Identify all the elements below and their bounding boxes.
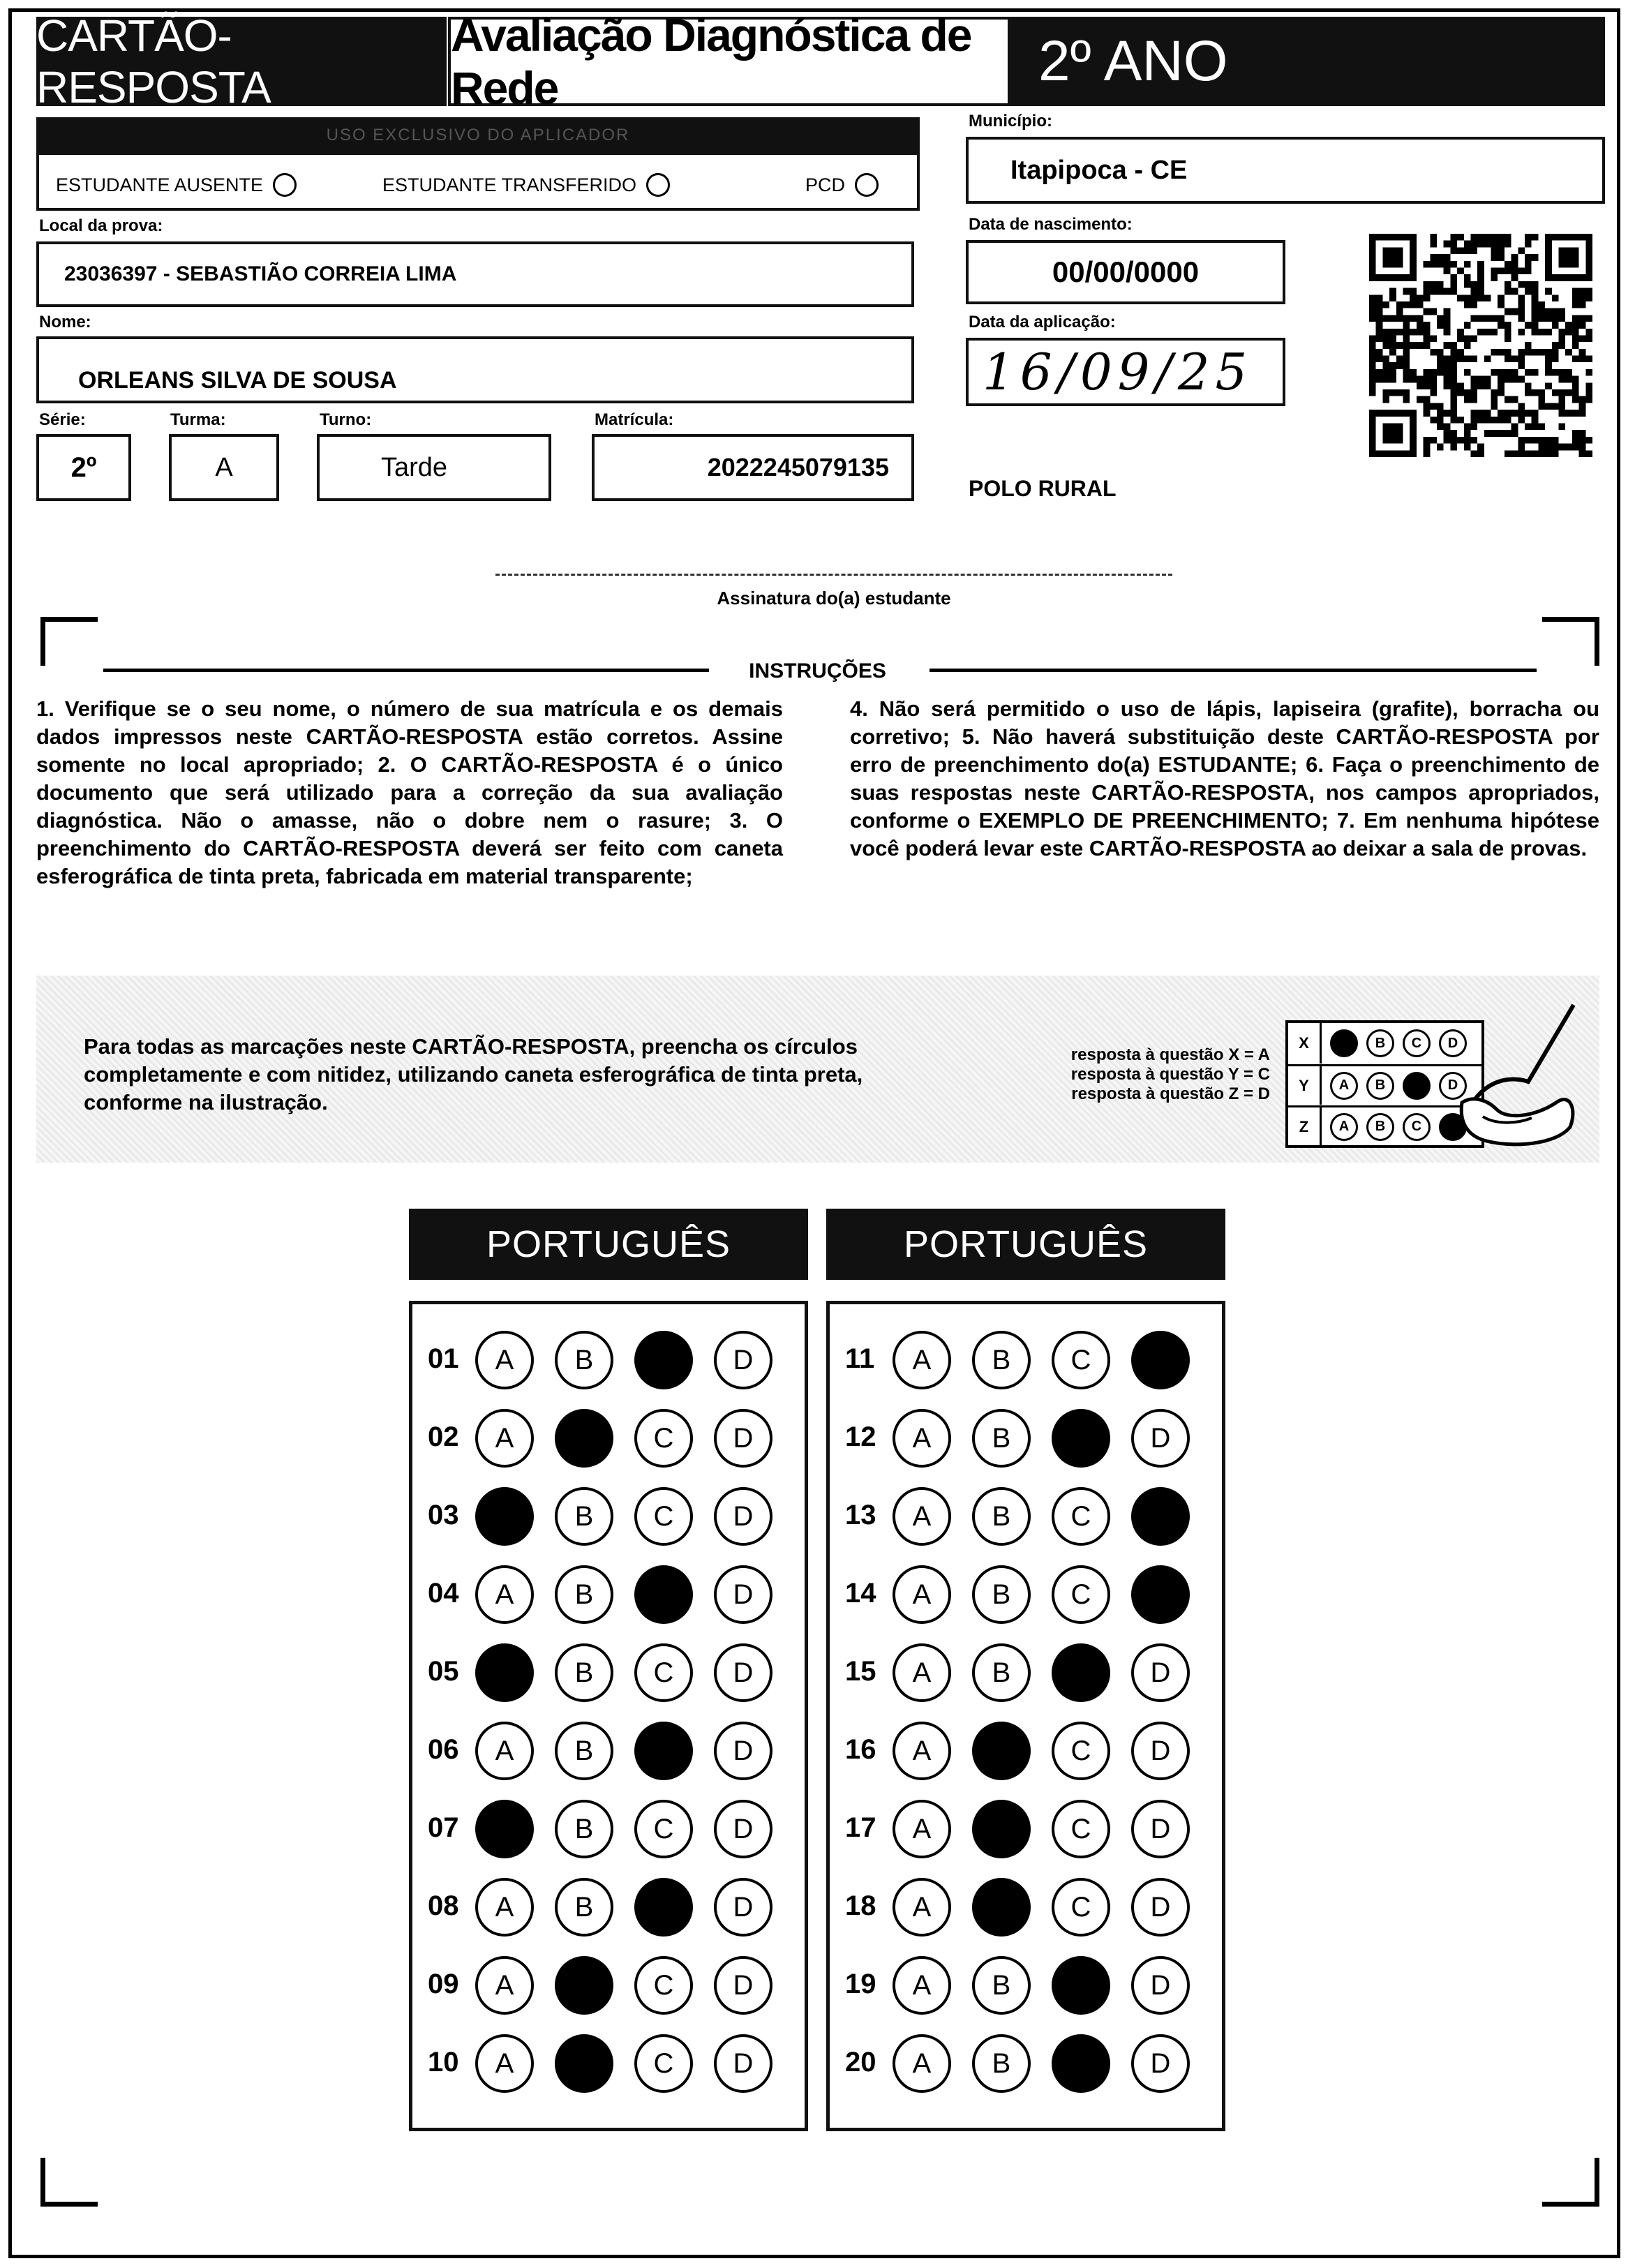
municipio-value: Itapipoca - CE bbox=[1010, 155, 1188, 185]
answer-bubble-c[interactable]: C bbox=[634, 1409, 693, 1468]
matricula-value: 2022245079135 bbox=[707, 453, 889, 482]
name-label: Nome: bbox=[39, 313, 91, 331]
answer-bubble-a[interactable]: A bbox=[893, 1956, 951, 2015]
answer-bubble-b[interactable]: B bbox=[972, 2034, 1031, 2093]
answer-bubble-d[interactable]: D bbox=[714, 1565, 772, 1624]
option-pcd-label: PCD bbox=[805, 174, 846, 195]
answer-bubble-c[interactable]: C bbox=[634, 1722, 693, 1780]
question-number: 08 bbox=[428, 1890, 459, 1921]
example-bubble: D bbox=[1439, 1072, 1467, 1100]
signature-label: Assinatura do(a) estudante bbox=[717, 588, 951, 609]
question-row bbox=[412, 1480, 805, 1550]
matricula-field bbox=[592, 434, 914, 501]
corner-top-right bbox=[1542, 617, 1599, 666]
question-number: 07 bbox=[428, 1812, 459, 1843]
example-bubble: B bbox=[1366, 1113, 1394, 1141]
answer-bubble-c[interactable]: C bbox=[634, 1643, 693, 1702]
answer-bubble-c[interactable]: C bbox=[634, 1565, 693, 1624]
answer-bubble-b[interactable]: B bbox=[972, 1643, 1031, 1702]
answer-bubble-c[interactable]: C bbox=[634, 1487, 693, 1546]
corner-bottom-right bbox=[1542, 2158, 1599, 2207]
option-transferred[interactable] bbox=[382, 173, 670, 197]
answer-bubble-d[interactable]: D bbox=[714, 1800, 772, 1858]
answer-bubble-d[interactable]: D bbox=[714, 1722, 772, 1780]
answer-bubble-c[interactable]: C bbox=[634, 1956, 693, 2015]
answer-block bbox=[409, 1301, 808, 2131]
grade-label: 2º ANO bbox=[1010, 17, 1605, 106]
answer-bubble-b[interactable]: B bbox=[972, 1487, 1031, 1546]
question-row bbox=[412, 1636, 805, 1706]
question-row bbox=[412, 2027, 805, 2097]
legend-x: resposta à questão X = A bbox=[1070, 1045, 1270, 1064]
example-bubble: B bbox=[1366, 1072, 1394, 1100]
answer-bubble-b[interactable]: B bbox=[972, 1331, 1031, 1389]
question-row bbox=[412, 1324, 805, 1394]
answer-bubble-b[interactable]: B bbox=[555, 1800, 613, 1858]
corner-bottom-left bbox=[40, 2158, 98, 2207]
example-bubble: C bbox=[1403, 1029, 1431, 1057]
answer-bubble-a[interactable]: A bbox=[893, 1878, 951, 1937]
question-number: 03 bbox=[428, 1500, 459, 1530]
example-row-label: Y bbox=[1288, 1066, 1322, 1105]
answer-bubble-b[interactable]: B bbox=[972, 1409, 1031, 1468]
matricula-label: Matrícula: bbox=[595, 410, 674, 429]
question-row bbox=[412, 1949, 805, 2019]
turma-value: A bbox=[215, 452, 233, 482]
answer-bubble-d[interactable]: D bbox=[1131, 1643, 1190, 1702]
nascimento-label: Data de nascimento: bbox=[969, 215, 1133, 234]
nascimento-value: 00/00/0000 bbox=[1052, 255, 1200, 288]
example-bubble: A bbox=[1330, 1072, 1358, 1100]
example-bubble: D bbox=[1439, 1113, 1467, 1141]
municipio-field bbox=[966, 137, 1605, 204]
answer-bubble-a[interactable]: A bbox=[475, 1800, 534, 1858]
question-row bbox=[412, 1793, 805, 1863]
question-number: 14 bbox=[845, 1578, 876, 1609]
answer-bubble-a[interactable]: A bbox=[893, 1800, 951, 1858]
question-number: 20 bbox=[845, 2047, 876, 2077]
answer-bubble-d[interactable]: D bbox=[714, 1331, 772, 1389]
example-bubble: D bbox=[1439, 1029, 1467, 1057]
answer-bubble-c[interactable]: C bbox=[1052, 1643, 1110, 1702]
section-title: PORTUGUÊS bbox=[409, 1209, 808, 1280]
municipio-label: Município: bbox=[969, 112, 1052, 130]
answer-bubble-b[interactable]: B bbox=[972, 1878, 1031, 1937]
question-row bbox=[830, 1402, 1222, 1472]
nascimento-field bbox=[966, 240, 1285, 304]
answer-bubble-c[interactable]: C bbox=[1052, 1409, 1110, 1468]
answer-bubble-d[interactable]: D bbox=[714, 1409, 772, 1468]
local-label: Local da prova: bbox=[39, 216, 163, 235]
answer-bubble-a[interactable]: A bbox=[475, 1409, 534, 1468]
answer-bubble-d[interactable]: D bbox=[714, 1487, 772, 1546]
signature-line[interactable] bbox=[495, 574, 1172, 576]
answer-bubble-c[interactable]: C bbox=[1052, 1878, 1110, 1937]
local-value: 23036397 - SEBASTIÃO CORREIA LIMA bbox=[64, 262, 457, 285]
turma-label: Turma: bbox=[170, 410, 226, 429]
example-text: Para todas as marcações neste CARTÃO-RESPOSTA, preencha os círculos completamente e com nitidez, utilizando caneta esferográfica de tinta preta, conforme na ilustração. bbox=[84, 1034, 863, 1114]
answer-bubble-b[interactable]: B bbox=[972, 1565, 1031, 1624]
answer-bubble-c[interactable]: C bbox=[1052, 1800, 1110, 1858]
answer-bubble-d[interactable]: D bbox=[714, 1643, 772, 1702]
serie-value: 2º bbox=[70, 452, 97, 483]
applicator-bar: USO EXCLUSIVO DO APLICADOR bbox=[36, 117, 920, 154]
question-number: 15 bbox=[845, 1656, 876, 1687]
answer-bubble-a[interactable]: A bbox=[475, 1722, 534, 1780]
qr-code bbox=[1369, 230, 1592, 461]
answer-bubble-c[interactable]: C bbox=[1052, 1565, 1110, 1624]
example-bubble: C bbox=[1403, 1072, 1431, 1100]
answer-bubble-d[interactable]: D bbox=[714, 1878, 772, 1937]
question-number: 18 bbox=[845, 1890, 876, 1921]
card-title: CARTÃO-RESPOSTA bbox=[36, 17, 447, 106]
answer-bubble-a[interactable]: A bbox=[893, 1331, 951, 1389]
question-number: 10 bbox=[428, 2047, 459, 2077]
answer-bubble-b[interactable]: B bbox=[555, 1878, 613, 1937]
aplicacao-label: Data da aplicação: bbox=[969, 313, 1116, 331]
corner-top-left bbox=[40, 617, 98, 666]
answer-bubble-a[interactable]: A bbox=[475, 1956, 534, 2015]
example-bubble: B bbox=[1366, 1029, 1394, 1057]
example-row-label: X bbox=[1288, 1023, 1322, 1064]
answer-bubble-d[interactable]: D bbox=[1131, 1722, 1190, 1780]
question-row bbox=[412, 1402, 805, 1472]
answer-bubble-a[interactable]: A bbox=[475, 1331, 534, 1389]
option-pcd-circle[interactable] bbox=[855, 173, 879, 197]
answer-bubble-b[interactable]: B bbox=[555, 1722, 613, 1780]
answer-bubble-d[interactable]: D bbox=[714, 2034, 772, 2093]
instructions-title-text: INSTRUÇÕES bbox=[749, 659, 886, 682]
question-row bbox=[830, 1793, 1222, 1863]
serie-label: Série: bbox=[39, 410, 86, 429]
question-number: 02 bbox=[428, 1422, 459, 1452]
answer-bubble-d[interactable]: D bbox=[1131, 2034, 1190, 2093]
legend-y: resposta à questão Y = C bbox=[1070, 1065, 1270, 1084]
polo-label: POLO RURAL bbox=[969, 476, 1117, 501]
answer-bubble-d[interactable]: D bbox=[714, 1956, 772, 2015]
aplicacao-field[interactable] bbox=[966, 338, 1285, 406]
option-absent-circle[interactable] bbox=[273, 173, 297, 197]
answer-bubble-c[interactable]: C bbox=[634, 1800, 693, 1858]
example-legend bbox=[991, 1045, 1270, 1104]
answer-bubble-c[interactable]: C bbox=[1052, 2034, 1110, 2093]
question-row bbox=[412, 1871, 805, 1941]
answer-bubble-a[interactable]: A bbox=[475, 1487, 534, 1546]
answer-bubble-d[interactable]: D bbox=[1131, 1956, 1190, 2015]
answer-bubble-d[interactable]: D bbox=[1131, 1878, 1190, 1937]
hand-pen-icon bbox=[1451, 998, 1584, 1151]
aplicacao-value: 16/09/25 bbox=[983, 343, 1253, 401]
turno-field bbox=[317, 434, 551, 501]
question-number: 19 bbox=[845, 1969, 876, 1999]
answer-bubble-c[interactable]: C bbox=[1052, 1956, 1110, 2015]
answer-bubble-b[interactable]: B bbox=[555, 1487, 613, 1546]
answer-bubble-b[interactable]: B bbox=[972, 1722, 1031, 1780]
example-bubble: A bbox=[1330, 1029, 1358, 1057]
answer-bubble-c[interactable]: C bbox=[634, 1331, 693, 1389]
name-field bbox=[36, 336, 914, 403]
turno-label: Turno: bbox=[320, 410, 372, 429]
question-row bbox=[830, 1324, 1222, 1394]
answer-bubble-d[interactable]: D bbox=[1131, 1800, 1190, 1858]
example-bubble: C bbox=[1403, 1113, 1431, 1141]
exam-title: Avaliação Diagnóstica de Rede bbox=[448, 17, 1010, 106]
question-number: 11 bbox=[845, 1343, 875, 1374]
example-bubble: A bbox=[1330, 1113, 1358, 1141]
question-number: 12 bbox=[845, 1422, 876, 1452]
answer-bubble-c[interactable]: C bbox=[634, 1878, 693, 1937]
answer-bubble-a[interactable]: A bbox=[893, 1409, 951, 1468]
instructions-left: 1. Verifique se o seu nome, o número de sua matrícula e os demais dados impressos neste CARTÃO-RESPOSTA estão corretos. Assine somente no local apropriado; 2. O CARTÃO-RESPOSTA é o único documento que será utilizado para a correção da sua avaliação diagnóstica. Não o amasse, não o dobre nem o rasure; 3. O preenchimento do CARTÃO-RESPOSTA deverá ser feito com caneta esferográfica de tinta preta, fabricada em material transparente; bbox=[36, 696, 783, 888]
option-pcd[interactable] bbox=[805, 173, 879, 197]
question-row bbox=[830, 1715, 1222, 1784]
question-row bbox=[830, 1871, 1222, 1941]
question-number: 16 bbox=[845, 1734, 876, 1765]
turma-field bbox=[169, 434, 279, 501]
answer-bubble-b[interactable]: B bbox=[555, 1565, 613, 1624]
answer-bubble-b[interactable]: B bbox=[972, 1956, 1031, 2015]
answer-bubble-c[interactable]: C bbox=[1052, 1722, 1110, 1780]
answer-bubble-a[interactable]: A bbox=[893, 1487, 951, 1546]
question-row bbox=[412, 1715, 805, 1784]
answer-bubble-c[interactable]: C bbox=[1052, 1487, 1110, 1546]
answer-bubble-d[interactable]: D bbox=[1131, 1331, 1190, 1389]
question-row bbox=[830, 1636, 1222, 1706]
question-row bbox=[830, 1558, 1222, 1628]
example-row-label: Z bbox=[1288, 1107, 1322, 1146]
answer-bubble-a[interactable]: A bbox=[893, 1722, 951, 1780]
answer-block bbox=[826, 1301, 1225, 2131]
answer-bubble-a[interactable]: A bbox=[893, 1643, 951, 1702]
turno-value: Tarde bbox=[381, 452, 448, 482]
answer-bubble-d[interactable]: D bbox=[1131, 1487, 1190, 1546]
option-transferred-circle[interactable] bbox=[646, 173, 670, 197]
legend-z: resposta à questão Z = D bbox=[1071, 1084, 1270, 1103]
answer-bubble-b[interactable]: B bbox=[555, 2034, 613, 2093]
option-transferred-label: ESTUDANTE TRANSFERIDO bbox=[382, 174, 637, 195]
answer-bubble-a[interactable]: A bbox=[893, 2034, 951, 2093]
option-absent[interactable] bbox=[56, 173, 297, 197]
instructions-right: 4. Não será permitido o uso de lápis, lapiseira (grafite), borracha ou corretivo; 5. Não haverá substituição deste CARTÃO-RESPOSTA por erro de preenchimento do(a) ESTUDANTE; 6. Faça o preenchimento de suas respostas neste CARTÃO-RESPOSTA, nos campos apropriados, conforme o EXEMPLO DE PREENCHIMENTO; 7. Em nenhuma hipótese você poderá levar este CARTÃO-RESPOSTA ao deixar a sala de provas. bbox=[850, 696, 1599, 860]
question-number: 06 bbox=[428, 1734, 459, 1765]
question-number: 01 bbox=[428, 1343, 459, 1374]
answer-bubble-b[interactable]: B bbox=[555, 1643, 613, 1702]
question-number: 17 bbox=[845, 1812, 876, 1843]
question-number: 13 bbox=[845, 1500, 876, 1530]
applicator-options bbox=[36, 152, 920, 211]
answer-bubble-b[interactable]: B bbox=[555, 1331, 613, 1389]
question-row bbox=[830, 1480, 1222, 1550]
answer-bubble-c[interactable]: C bbox=[634, 2034, 693, 2093]
answer-bubble-d[interactable]: D bbox=[1131, 1409, 1190, 1468]
instructions-title bbox=[0, 659, 1635, 683]
section-title: PORTUGUÊS bbox=[826, 1209, 1225, 1280]
answer-bubble-a[interactable]: A bbox=[893, 1565, 951, 1624]
option-absent-label: ESTUDANTE AUSENTE bbox=[56, 174, 264, 195]
question-number: 09 bbox=[428, 1969, 459, 1999]
answer-bubble-a[interactable]: A bbox=[475, 1565, 534, 1624]
answer-bubble-b[interactable]: B bbox=[972, 1800, 1031, 1858]
question-row bbox=[830, 1949, 1222, 2019]
answer-bubble-b[interactable]: B bbox=[555, 1409, 613, 1468]
answer-bubble-a[interactable]: A bbox=[475, 1878, 534, 1937]
name-value: ORLEANS SILVA DE SOUSA bbox=[78, 366, 397, 394]
answer-bubble-c[interactable]: C bbox=[1052, 1331, 1110, 1389]
answer-bubble-d[interactable]: D bbox=[1131, 1565, 1190, 1624]
answer-bubble-a[interactable]: A bbox=[475, 1643, 534, 1702]
answer-bubble-b[interactable]: B bbox=[555, 1956, 613, 2015]
serie-field bbox=[36, 434, 131, 501]
question-number: 04 bbox=[428, 1578, 459, 1609]
local-field bbox=[36, 241, 914, 307]
answer-bubble-a[interactable]: A bbox=[475, 2034, 534, 2093]
question-number: 05 bbox=[428, 1656, 459, 1687]
question-row bbox=[412, 1558, 805, 1628]
question-row bbox=[830, 2027, 1222, 2097]
